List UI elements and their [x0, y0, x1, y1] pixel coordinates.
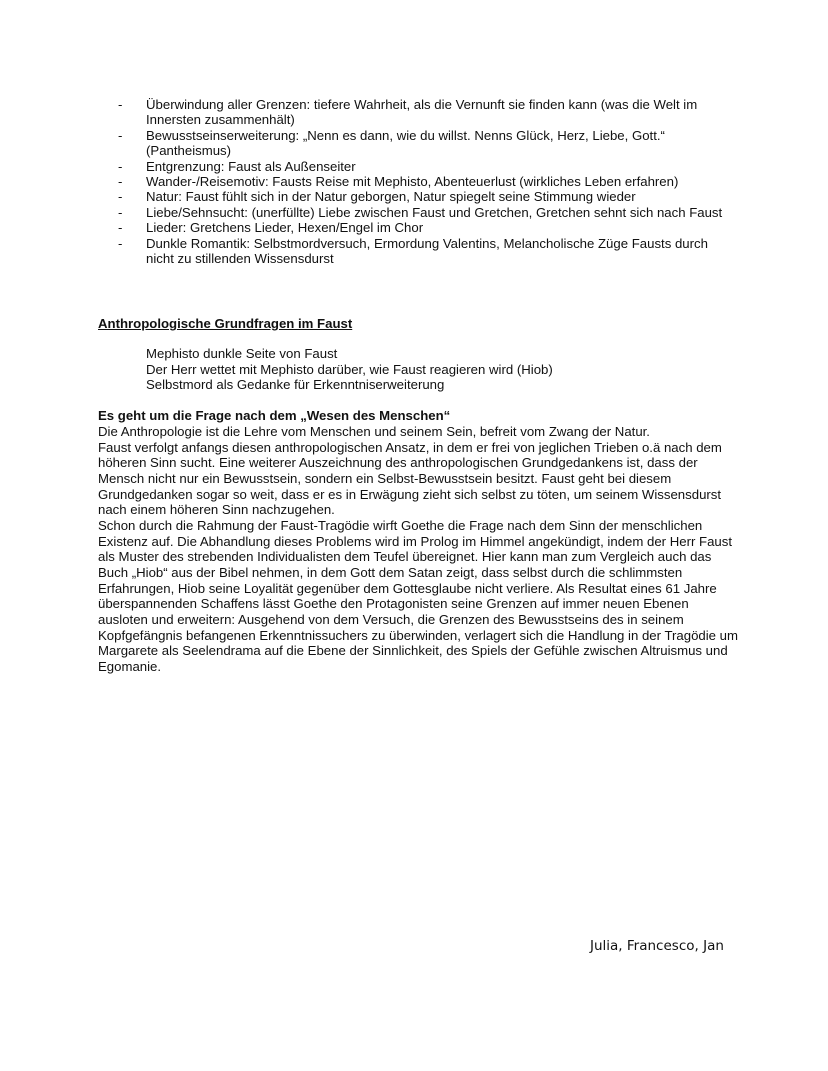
bullet-dash: -	[118, 189, 123, 205]
paragraph: Schon durch die Rahmung der Faust-Tragödie wirft Goethe die Frage nach dem Sinn der menschlichen Existenz auf. Die Abhandlung dieses Problems wird im Prolog im Himmel angekündigt, indem der Herr Faust als Muster des strebenden Individualisten dem Teufel übereignet. Hier kann man zum Vergleich auch das Buch „Hiob“ aus der Bibel nehmen, in dem Gott dem Satan zeigt, dass selbst durch die schlimmsten Erfahrungen, Hiob seine Loyalität gegenüber dem Gottesglaube nicht verliere. Als Resultat eines 61 Jahre überspannenden Schaffens lässt Goethe den Protagonisten seine Grenzen auf immer neuen Ebenen ausloten und erweitern: Ausgehend von dem Versuch, die Grenzen des Bewusstseins des in seinem Kopfgefängnis befangenen Erkenntnissuchers zu überwinden, verlagert sich die Handlung in der Tragödie um Margarete als Seelendrama auf die Ebene der Sinnlichkeit, des Spiels der Gefühle zwischen Altruismus und Egomanie.	[98, 517, 738, 674]
bullet-dash: -	[118, 174, 123, 190]
bullet-dash: -	[118, 97, 123, 112]
list-item	[118, 128, 738, 159]
list-item-text: Wander-/Reisemotiv: Fausts Reise mit Mephisto, Abenteuerlust (wirkliches Leben erfahren)	[146, 174, 679, 190]
list-item-text: Bewusstseinserweiterung: „Nenn es dann, wie du willst. Nenns Glück, Herz, Liebe, Gott.“ (Pantheismus)	[146, 127, 665, 159]
list-item-text: Entgrenzung: Faust als Außenseiter	[146, 158, 356, 174]
list-item-text: Lieder: Gretchens Lieder, Hexen/Engel im Chor	[146, 220, 424, 236]
question-heading: Es geht um die Frage nach dem „Wesen des Menschen“	[98, 408, 451, 423]
list-item	[118, 189, 738, 204]
section-point: Selbstmord als Gedanke für Erkenntniserweiterung	[146, 377, 445, 393]
section-heading: Anthropologische Grundfragen im Faust	[98, 316, 353, 331]
section-point: Der Herr wettet mit Mephisto darüber, wie Faust reagieren wird (Hiob)	[146, 361, 553, 377]
section-points	[146, 346, 706, 393]
motif-bullet-list	[118, 97, 738, 266]
paragraph: Die Anthropologie ist die Lehre vom Menschen und seinem Sein, befreit vom Zwang der Natur.	[98, 424, 650, 439]
list-item	[118, 236, 738, 267]
list-item-text: Dunkle Romantik: Selbstmordversuch, Ermordung Valentins, Melancholische Züge Fausts durch nicht zu stillenden Wissensdurst	[146, 235, 708, 267]
list-item	[118, 174, 738, 189]
bullet-dash: -	[118, 158, 123, 174]
list-item-text: Überwindung aller Grenzen: tiefere Wahrheit, als die Vernunft sie finden kann (was die Welt im Innersten zusammenhält)	[146, 97, 698, 128]
body-text	[98, 424, 738, 675]
list-item	[118, 159, 738, 174]
list-item	[118, 220, 738, 235]
bullet-dash: -	[118, 220, 123, 236]
bullet-dash: -	[118, 127, 123, 143]
bullet-dash: -	[118, 235, 123, 251]
paragraph: Faust verfolgt anfangs diesen anthropologischen Ansatz, in dem er frei von jeglichen Trieben o.ä nach dem höheren Sinn sucht. Eine weiterer Auszeichnung des anthropologischen Grundgedankens ist, dass der Mensch nicht nur ein Bewusstsein, sondern ein Selbst-Bewusstsein besitzt. Faust geht bei diesem Grundgedanken sogar so weit, dass er es in Erwägung zieht sich selbst zu töten, um seinem Wissensdurst nach einem höheren Sinn nachzugehen.	[98, 439, 722, 518]
list-item	[118, 205, 738, 220]
list-item	[118, 97, 738, 128]
author-signature: Julia, Francesco, Jan	[590, 938, 724, 954]
list-item-text: Liebe/Sehnsucht: (unerfüllte) Liebe zwischen Faust und Gretchen, Gretchen sehnt sich nach Faust	[146, 204, 723, 220]
bullet-dash: -	[118, 204, 123, 220]
section-point: Mephisto dunkle Seite von Faust	[146, 346, 338, 361]
list-item-text: Natur: Faust fühlt sich in der Natur geborgen, Natur spiegelt seine Stimmung wieder	[146, 189, 636, 205]
